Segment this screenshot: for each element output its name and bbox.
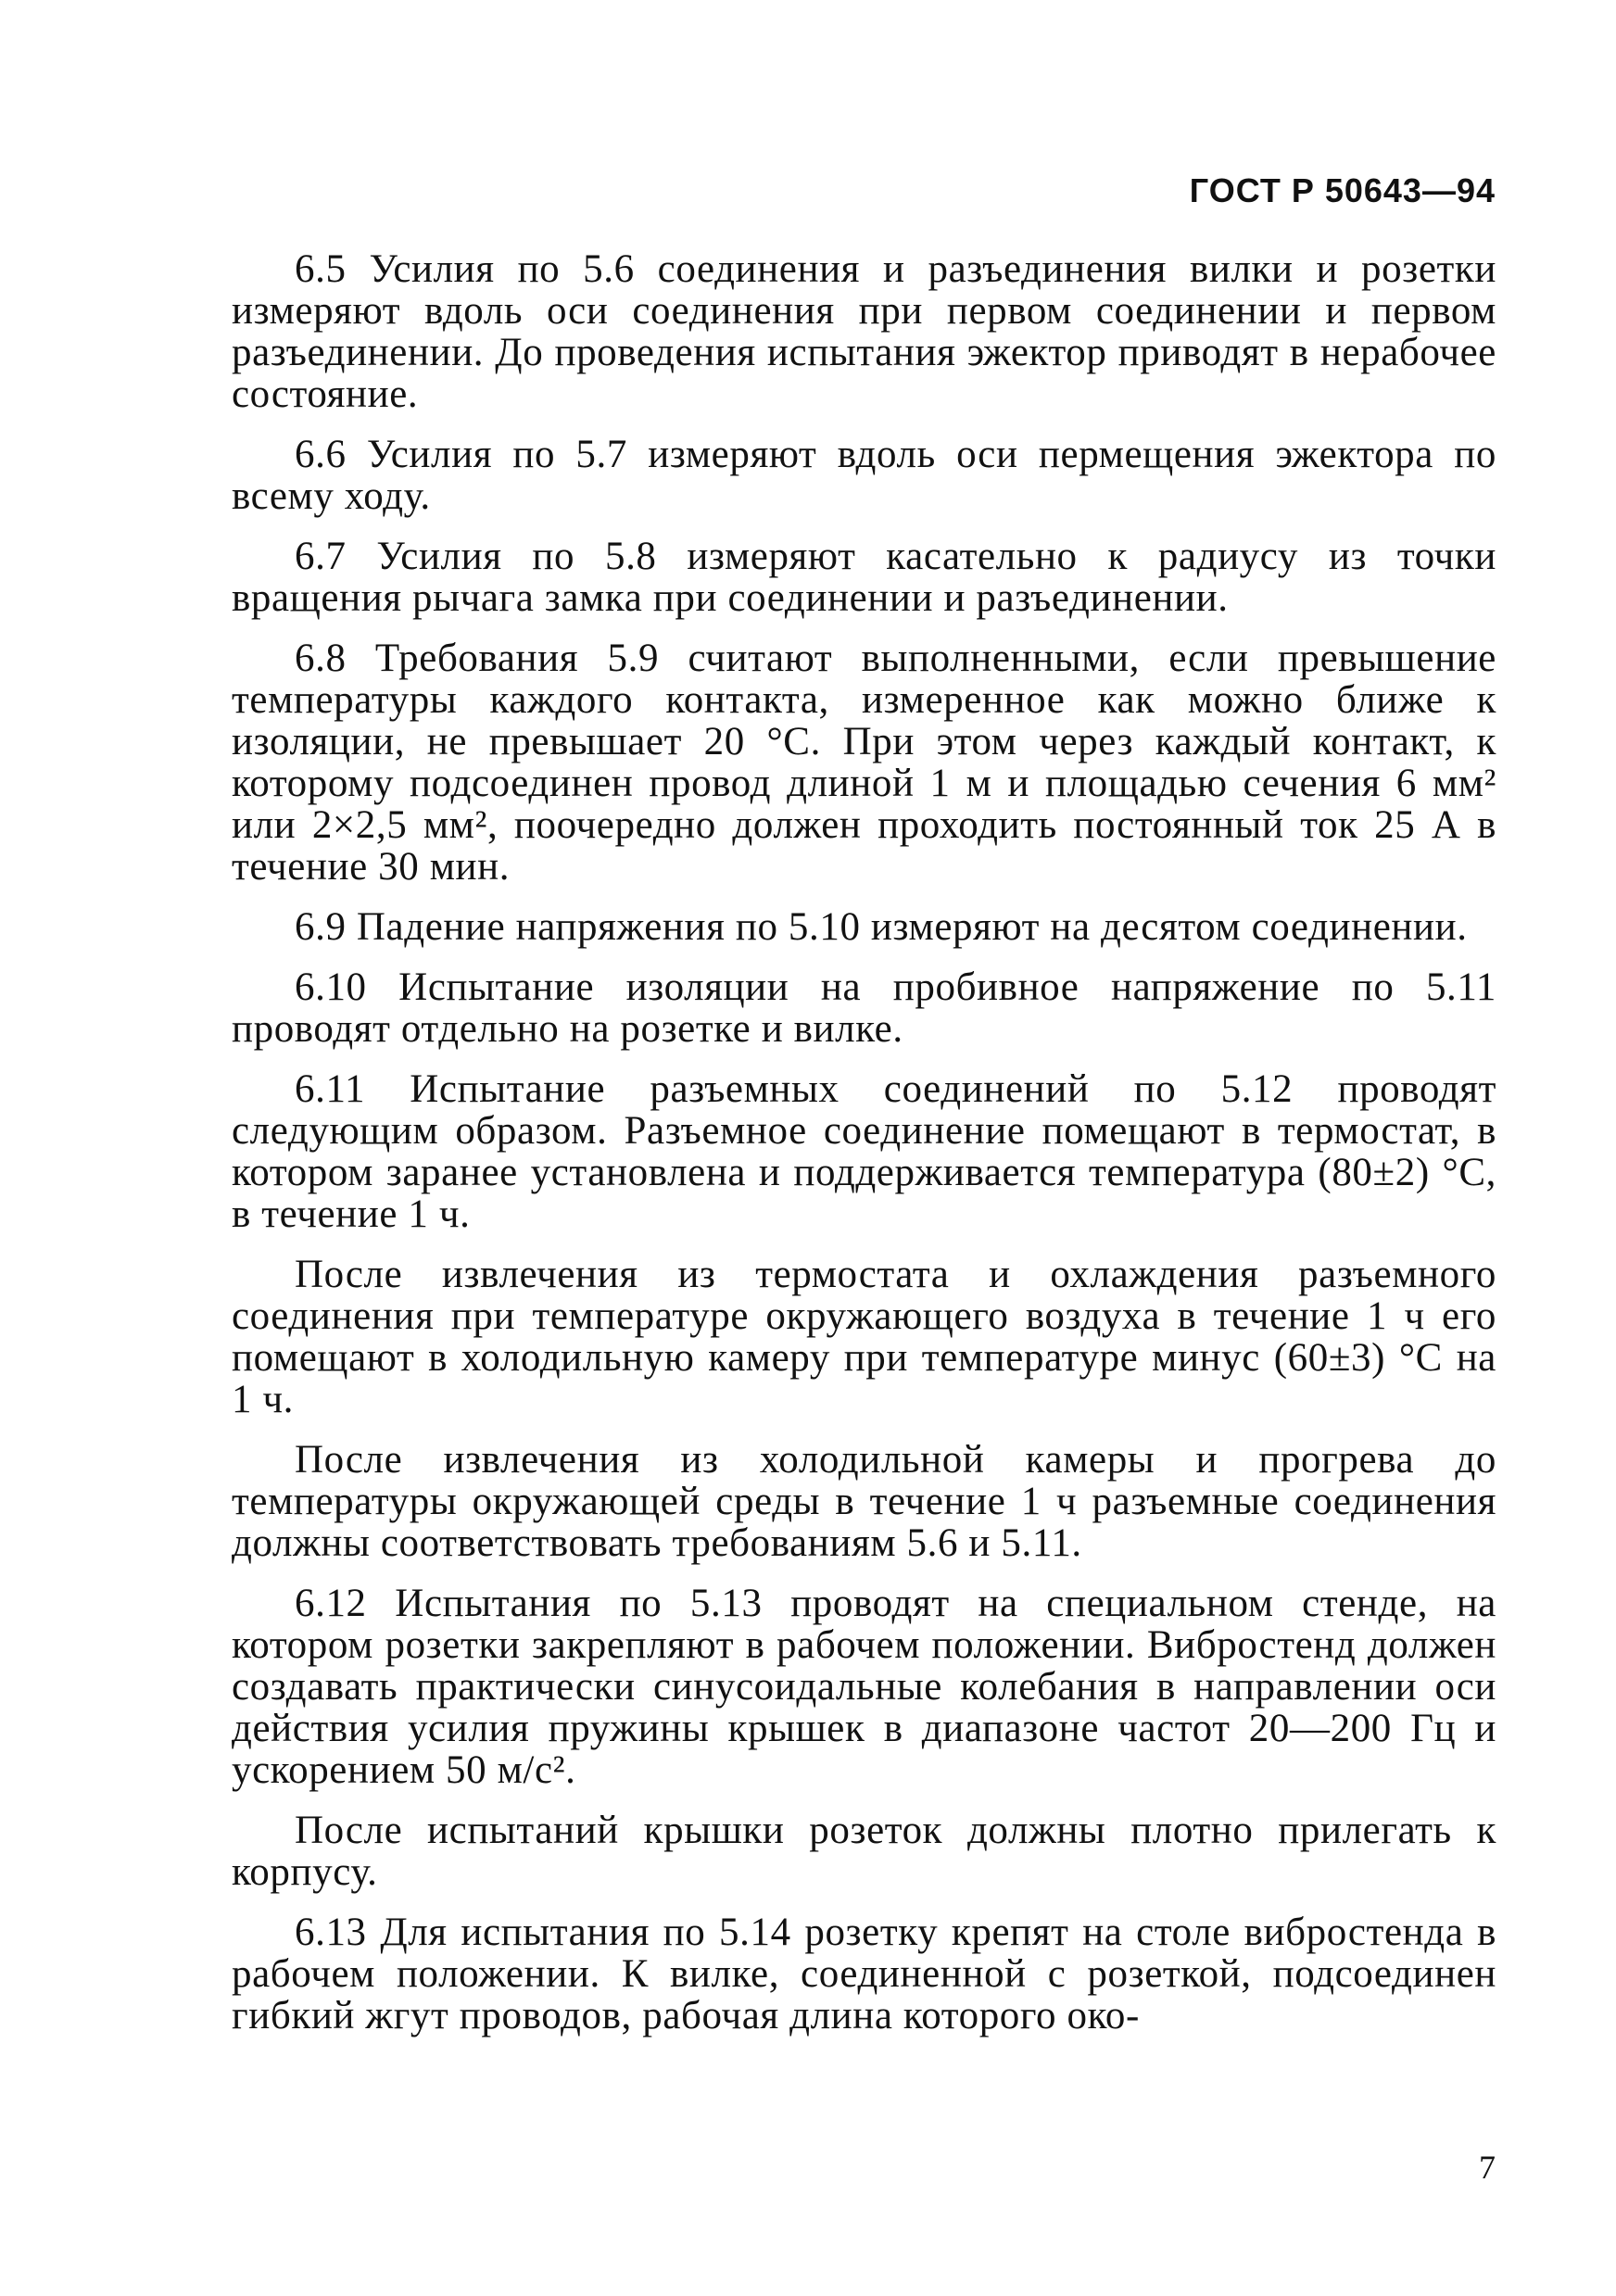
document-header: ГОСТ Р 50643—94 [1189, 171, 1496, 209]
paragraph-6-5: 6.5 Усилия по 5.6 соединения и разъединения вилки и розетки измеряют вдоль оси соединения при первом соединении и первом разъединении. До проведения испытания эжектор приводят в нерабочее состояние. [232, 247, 1496, 416]
paragraph-6-12: 6.12 Испытания по 5.13 проводят на специальном стенде, на котором розетки закрепляют в рабочем положении. Вибростенд должен создавать практически синусоидальные колебания в направлении оси действия усилия пружины крышек в диапазоне частот 20—200 Гц и ускорением 50 м/с². [232, 1582, 1496, 1792]
paragraph-6-9: 6.9 Падение напряжения по 5.10 измеряют на десятом соединении. [295, 905, 1468, 949]
paragraph-6-10: 6.10 Испытание изоляции на пробивное напряжение по 5.11 проводят отдельно на розетке и вилке. [232, 965, 1496, 1051]
paragraph-6-11-result: После извлечения из холодильной камеры и прогрева до температуры окружающей среды в течение 1 ч разъемные соединения должны соответствовать требованиям 5.6 и 5.11. [232, 1438, 1496, 1565]
paragraph-6-6: 6.6 Усилия по 5.7 измеряют вдоль оси пермещения эжектора по всему ходу. [232, 433, 1496, 518]
paragraph-6-7: 6.7 Усилия по 5.8 измеряют касательно к радиусу из точки вращения рычага замка при соединении и разъединении. [232, 535, 1496, 620]
paragraph-6-13: 6.13 Для испытания по 5.14 розетку крепят на столе вибростенда в рабочем положении. К вилке, соединенной с розеткой, подсоединен гибкий жгут проводов, рабочая длина которого око- [232, 1911, 1496, 2037]
paragraph-6-11: 6.11 Испытание разъемных соединений по 5.12 проводят следующим образом. Разъемное соединение помещают в термостат, в котором заранее установлена и поддерживается температура (80±2) °С, в течение 1 ч. [232, 1067, 1496, 1236]
page-number: 7 [1479, 2149, 1496, 2186]
paragraph-6-11-cooling: После извлечения из термостата и охлаждения разъемного соединения при температуре окружающего воздуха в течение 1 ч его помещают в холодильную камеру при температуре минус (60±3) °С на 1 ч. [232, 1253, 1496, 1421]
paragraph-6-12-result: После испытаний крышки розеток должны плотно прилегать к корпусу. [232, 1809, 1496, 1894]
document-body [232, 248, 1496, 2055]
paragraph-6-8: 6.8 Требования 5.9 считают выполненными, если превышение температуры каждого контакта, измеренное как можно ближе к изоляции, не превышает 20 °С. При этом через каждый контакт, к которому подсоединен провод длиной 1 м и площадью сечения 6 мм² или 2×2,5 мм², поочередно должен проходить постоянный ток 25 А в течение 30 мин. [232, 637, 1496, 889]
